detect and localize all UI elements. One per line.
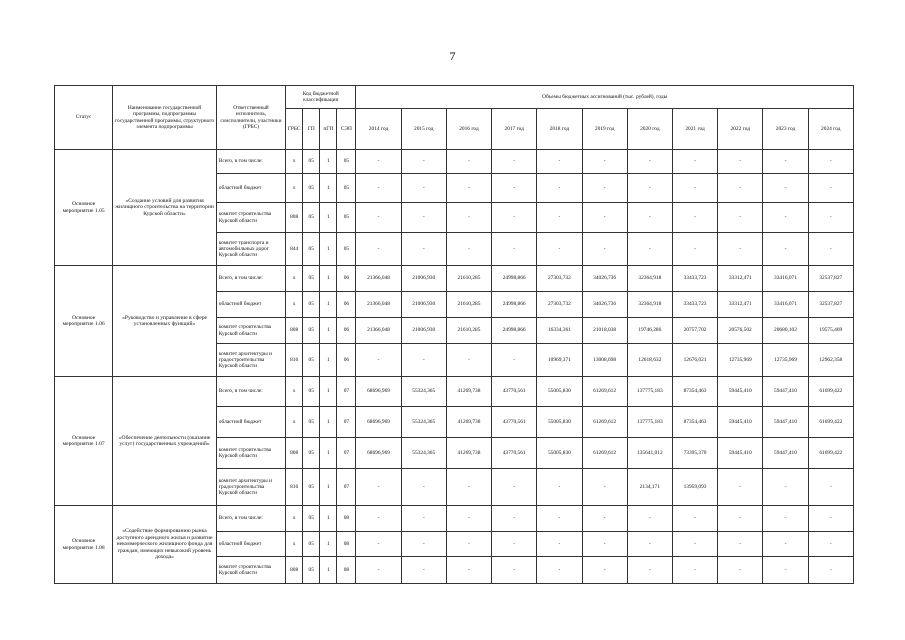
sep-cell: 08 (337, 557, 356, 584)
header-budget-code: Код бюджетной классификации (286, 86, 356, 109)
value-cell: 34026,736 (582, 266, 627, 292)
pgp-cell: 1 (320, 407, 337, 438)
grbs-cell: х (286, 292, 303, 318)
value-cell: - (763, 469, 808, 506)
value-cell: - (582, 469, 627, 506)
value-cell: - (582, 150, 627, 174)
value-cell: - (672, 174, 717, 203)
gp-cell: 05 (303, 344, 320, 377)
sep-cell: 06 (337, 344, 356, 377)
value-cell: 43770,561 (492, 438, 537, 469)
value-cell: 12676,021 (672, 344, 717, 377)
responsible-cell: комитет строительства Курской области (216, 557, 285, 584)
value-cell: 61699,422 (808, 438, 853, 469)
value-cell: 21610,285 (446, 266, 491, 292)
value-cell: - (582, 203, 627, 233)
grbs-cell: х (286, 532, 303, 557)
status-cell: Основное мероприятие 1.08 (55, 506, 113, 584)
program-cell: «Руководство и управление в сфере установленных функций» (113, 266, 217, 377)
responsible-cell: Всего, в том числе: (216, 266, 285, 292)
gp-cell: 05 (303, 292, 320, 318)
header-year: 2017 год (492, 109, 537, 150)
value-cell: - (582, 532, 627, 557)
header-code: СЭП (337, 109, 356, 150)
value-cell: - (672, 532, 717, 557)
value-cell: - (446, 532, 491, 557)
pgp-cell: 1 (320, 438, 337, 469)
value-cell: - (492, 344, 537, 377)
value-cell: - (672, 233, 717, 266)
grbs-cell: 808 (286, 438, 303, 469)
value-cell: - (492, 203, 537, 233)
value-cell: - (492, 174, 537, 203)
sep-cell: 07 (337, 469, 356, 506)
value-cell: - (808, 532, 853, 557)
gp-cell: 05 (303, 266, 320, 292)
table-row (55, 377, 854, 407)
value-cell: 21610,285 (446, 318, 491, 344)
value-cell: 61269,612 (582, 438, 627, 469)
status-cell: Основное мероприятие 1.06 (55, 266, 113, 377)
grbs-cell: 816 (286, 469, 303, 506)
gp-cell: 05 (303, 203, 320, 233)
sep-cell: 05 (337, 174, 356, 203)
sep-cell: 08 (337, 532, 356, 557)
value-cell: 41269,738 (446, 407, 491, 438)
value-cell: 12962,358 (808, 344, 853, 377)
sep-cell: 06 (337, 266, 356, 292)
value-cell: - (356, 532, 401, 557)
value-cell: - (401, 150, 446, 174)
pgp-cell: 1 (320, 203, 337, 233)
value-cell: - (718, 469, 763, 506)
value-cell: - (808, 150, 853, 174)
responsible-cell: областной бюджет (216, 292, 285, 318)
responsible-cell: комитет строительства Курской области (216, 203, 285, 233)
value-cell: 73395,370 (672, 438, 717, 469)
value-cell: - (356, 174, 401, 203)
value-cell: 32364,918 (627, 292, 672, 318)
value-cell: 12618,632 (627, 344, 672, 377)
gp-cell: 05 (303, 557, 320, 584)
header-code: ГП (303, 109, 320, 150)
value-cell: 21366,048 (356, 318, 401, 344)
responsible-cell: областной бюджет (216, 407, 285, 438)
sep-cell: 07 (337, 377, 356, 407)
value-cell: 19746,286 (627, 318, 672, 344)
value-cell: - (763, 233, 808, 266)
header-year: 2022 год (718, 109, 763, 150)
value-cell: - (401, 557, 446, 584)
value-cell: 33416,071 (763, 266, 808, 292)
value-cell: - (718, 557, 763, 584)
value-cell: - (763, 506, 808, 532)
responsible-cell: комитет транспорта и автомобильных дорог Курской области (216, 233, 285, 266)
grbs-cell: х (286, 407, 303, 438)
value-cell: - (356, 344, 401, 377)
value-cell: - (401, 506, 446, 532)
gp-cell: 05 (303, 174, 320, 203)
table-row (55, 506, 854, 532)
value-cell: - (537, 150, 582, 174)
value-cell: 61699,422 (808, 407, 853, 438)
value-cell: 21006,930 (401, 266, 446, 292)
header-year: 2020 год (627, 109, 672, 150)
value-cell: - (492, 532, 537, 557)
value-cell: - (763, 557, 808, 584)
value-cell: - (627, 233, 672, 266)
value-cell: - (808, 557, 853, 584)
gp-cell: 05 (303, 469, 320, 506)
header-year: 2014 год (356, 109, 401, 150)
value-cell: 24998,866 (492, 318, 537, 344)
value-cell: - (763, 532, 808, 557)
header-year: 2023 год (763, 109, 808, 150)
budget-table (54, 85, 854, 584)
value-cell: 33312,471 (718, 266, 763, 292)
value-cell: - (718, 174, 763, 203)
header-year: 2021 год (672, 109, 717, 150)
value-cell: - (446, 203, 491, 233)
gp-cell: 05 (303, 233, 320, 266)
value-cell: 21018,038 (582, 318, 627, 344)
value-cell: 137775,183 (627, 377, 672, 407)
value-cell: 87354,463 (672, 407, 717, 438)
value-cell: - (627, 532, 672, 557)
status-cell: Основное мероприятие 1.07 (55, 377, 113, 506)
value-cell: 21006,930 (401, 318, 446, 344)
value-cell: - (356, 469, 401, 506)
value-cell: 41269,738 (446, 438, 491, 469)
value-cell: - (537, 233, 582, 266)
value-cell: 20757,702 (672, 318, 717, 344)
value-cell: - (672, 506, 717, 532)
value-cell: - (401, 233, 446, 266)
header-year: 2018 год (537, 109, 582, 150)
responsible-cell: Всего, в том числе: (216, 377, 285, 407)
value-cell: - (401, 469, 446, 506)
value-cell: 13008,698 (582, 344, 627, 377)
value-cell: 61269,612 (582, 407, 627, 438)
value-cell: - (582, 506, 627, 532)
value-cell: - (672, 203, 717, 233)
value-cell: 68696,969 (356, 407, 401, 438)
value-cell: - (446, 557, 491, 584)
gp-cell: 05 (303, 150, 320, 174)
value-cell: - (401, 344, 446, 377)
pgp-cell: 1 (320, 233, 337, 266)
value-cell: - (808, 203, 853, 233)
value-cell: - (627, 506, 672, 532)
value-cell: 61269,612 (582, 377, 627, 407)
table-row (55, 266, 854, 292)
value-cell: - (356, 506, 401, 532)
value-cell: 32537,827 (808, 292, 853, 318)
pgp-cell: 1 (320, 318, 337, 344)
value-cell: 12735,969 (763, 344, 808, 377)
value-cell: 32537,827 (808, 266, 853, 292)
value-cell: - (492, 506, 537, 532)
pgp-cell: 1 (320, 557, 337, 584)
value-cell: 55005,830 (537, 438, 582, 469)
value-cell: 13959,093 (672, 469, 717, 506)
pgp-cell: 1 (320, 469, 337, 506)
value-cell: - (627, 174, 672, 203)
grbs-cell: 816 (286, 344, 303, 377)
program-cell: «Создание условий для развития жилищного строительства на территории Курской области» (113, 150, 217, 266)
value-cell: - (763, 174, 808, 203)
header-status: Статус (55, 86, 113, 150)
value-cell: - (672, 150, 717, 174)
value-cell: - (718, 506, 763, 532)
header-code: пГП (320, 109, 337, 150)
value-cell: 21366,048 (356, 292, 401, 318)
value-cell: - (763, 203, 808, 233)
responsible-cell: комитет архитектуры и градостроительства Курской области (216, 344, 285, 377)
value-cell: 24998,866 (492, 266, 537, 292)
header-budget-volume: Объемы бюджетных ассигнований (тыс. рублей), годы (356, 86, 854, 109)
header-code: ГРБС (286, 109, 303, 150)
value-cell: 43770,561 (492, 377, 537, 407)
value-cell: - (446, 344, 491, 377)
value-cell: 55324,365 (401, 407, 446, 438)
header-year: 2016 год (446, 109, 491, 150)
grbs-cell: 844 (286, 233, 303, 266)
sep-cell: 07 (337, 407, 356, 438)
value-cell: 87354,463 (672, 377, 717, 407)
value-cell: - (718, 150, 763, 174)
value-cell: - (446, 150, 491, 174)
responsible-cell: областной бюджет (216, 532, 285, 557)
value-cell: 59447,410 (763, 407, 808, 438)
value-cell: - (537, 557, 582, 584)
grbs-cell: х (286, 150, 303, 174)
grbs-cell: х (286, 266, 303, 292)
value-cell: - (627, 150, 672, 174)
value-cell: 59445,410 (718, 438, 763, 469)
value-cell: 59445,410 (718, 377, 763, 407)
value-cell: - (401, 203, 446, 233)
value-cell: 33312,471 (718, 292, 763, 318)
value-cell: - (582, 174, 627, 203)
value-cell: 68696,969 (356, 377, 401, 407)
value-cell: - (446, 233, 491, 266)
responsible-cell: комитет строительства Курской области (216, 438, 285, 469)
value-cell: - (356, 557, 401, 584)
value-cell: 59447,410 (763, 377, 808, 407)
value-cell: - (492, 469, 537, 506)
pgp-cell: 1 (320, 344, 337, 377)
responsible-cell: областной бюджет (216, 174, 285, 203)
value-cell: - (446, 469, 491, 506)
value-cell: - (356, 150, 401, 174)
value-cell: - (401, 174, 446, 203)
value-cell: - (537, 174, 582, 203)
value-cell: - (672, 557, 717, 584)
header-year: 2024 год (808, 109, 853, 150)
value-cell: - (808, 233, 853, 266)
header-program: Наименование государственной программы, подпрограммы государственной программы, структурного элемента подпрограммы (113, 86, 217, 150)
value-cell: - (356, 233, 401, 266)
value-cell: - (537, 506, 582, 532)
value-cell: 21006,930 (401, 292, 446, 318)
value-cell: 16334,361 (537, 318, 582, 344)
value-cell: - (356, 203, 401, 233)
value-cell: - (718, 233, 763, 266)
grbs-cell: 808 (286, 318, 303, 344)
pgp-cell: 1 (320, 174, 337, 203)
value-cell: 55324,365 (401, 377, 446, 407)
responsible-cell: Всего, в том числе: (216, 150, 285, 174)
value-cell: - (627, 557, 672, 584)
pgp-cell: 1 (320, 292, 337, 318)
value-cell: 33433,723 (672, 266, 717, 292)
gp-cell: 05 (303, 377, 320, 407)
value-cell: 61699,422 (808, 377, 853, 407)
program-cell: «Обеспечение деятельности (оказание услуг) государственных учреждений» (113, 377, 217, 506)
gp-cell: 05 (303, 438, 320, 469)
pgp-cell: 1 (320, 532, 337, 557)
value-cell: - (492, 233, 537, 266)
value-cell: - (446, 174, 491, 203)
value-cell: - (446, 506, 491, 532)
header-responsible: Ответственный исполнитель, соисполнители, участники (ГРБС) (216, 86, 285, 150)
value-cell: 43770,561 (492, 407, 537, 438)
value-cell: 33433,723 (672, 292, 717, 318)
value-cell: - (537, 469, 582, 506)
value-cell: 32364,918 (627, 266, 672, 292)
sep-cell: 05 (337, 150, 356, 174)
pgp-cell: 1 (320, 150, 337, 174)
gp-cell: 05 (303, 407, 320, 438)
value-cell: 55005,830 (537, 377, 582, 407)
gp-cell: 05 (303, 318, 320, 344)
value-cell: - (537, 532, 582, 557)
sep-cell: 08 (337, 506, 356, 532)
sep-cell: 07 (337, 438, 356, 469)
value-cell: - (808, 469, 853, 506)
grbs-cell: 808 (286, 203, 303, 233)
value-cell: - (492, 150, 537, 174)
value-cell: - (401, 532, 446, 557)
gp-cell: 05 (303, 506, 320, 532)
page-number: 7 (449, 49, 456, 63)
header-year: 2015 год (401, 109, 446, 150)
value-cell: 34026,736 (582, 292, 627, 318)
value-cell: 21610,285 (446, 292, 491, 318)
responsible-cell: Всего, в том числе: (216, 506, 285, 532)
value-cell: 27303,732 (537, 266, 582, 292)
gp-cell: 05 (303, 532, 320, 557)
value-cell: 137775,183 (627, 407, 672, 438)
value-cell: - (718, 532, 763, 557)
value-cell: - (582, 233, 627, 266)
value-cell: - (808, 506, 853, 532)
pgp-cell: 1 (320, 266, 337, 292)
value-cell: 27303,732 (537, 292, 582, 318)
header-year: 2019 год (582, 109, 627, 150)
value-cell: - (808, 174, 853, 203)
value-cell: - (627, 203, 672, 233)
value-cell: 20576,502 (718, 318, 763, 344)
value-cell: 12735,969 (718, 344, 763, 377)
grbs-cell: 808 (286, 557, 303, 584)
responsible-cell: комитет архитектуры и градостроительства Курской области (216, 469, 285, 506)
value-cell: 55324,365 (401, 438, 446, 469)
program-cell: «Содействие формированию рынка доступного арендного жилья и развитие некоммерческого жилищного фонда для граждан, имеющих невысокий уровень дохода» (113, 506, 217, 584)
value-cell: - (537, 203, 582, 233)
table-row (55, 150, 854, 174)
value-cell: - (718, 203, 763, 233)
value-cell: 24998,866 (492, 292, 537, 318)
value-cell: 10969,371 (537, 344, 582, 377)
grbs-cell: х (286, 174, 303, 203)
value-cell: 2134,171 (627, 469, 672, 506)
sep-cell: 05 (337, 203, 356, 233)
sep-cell: 05 (337, 233, 356, 266)
sep-cell: 06 (337, 292, 356, 318)
value-cell: 68696,969 (356, 438, 401, 469)
value-cell: 59447,410 (763, 438, 808, 469)
responsible-cell: комитет строительства Курской области (216, 318, 285, 344)
value-cell: 21366,048 (356, 266, 401, 292)
value-cell: 55005,830 (537, 407, 582, 438)
pgp-cell: 1 (320, 377, 337, 407)
status-cell: Основное мероприятие 1.05 (55, 150, 113, 266)
grbs-cell: х (286, 506, 303, 532)
value-cell: 33416,071 (763, 292, 808, 318)
grbs-cell: х (286, 377, 303, 407)
value-cell: 135641,012 (627, 438, 672, 469)
pgp-cell: 1 (320, 506, 337, 532)
value-cell: 20680,102 (763, 318, 808, 344)
value-cell: - (492, 557, 537, 584)
value-cell: - (763, 150, 808, 174)
value-cell: 59445,410 (718, 407, 763, 438)
value-cell: 19575,469 (808, 318, 853, 344)
value-cell: - (582, 557, 627, 584)
value-cell: 41269,738 (446, 377, 491, 407)
sep-cell: 06 (337, 318, 356, 344)
